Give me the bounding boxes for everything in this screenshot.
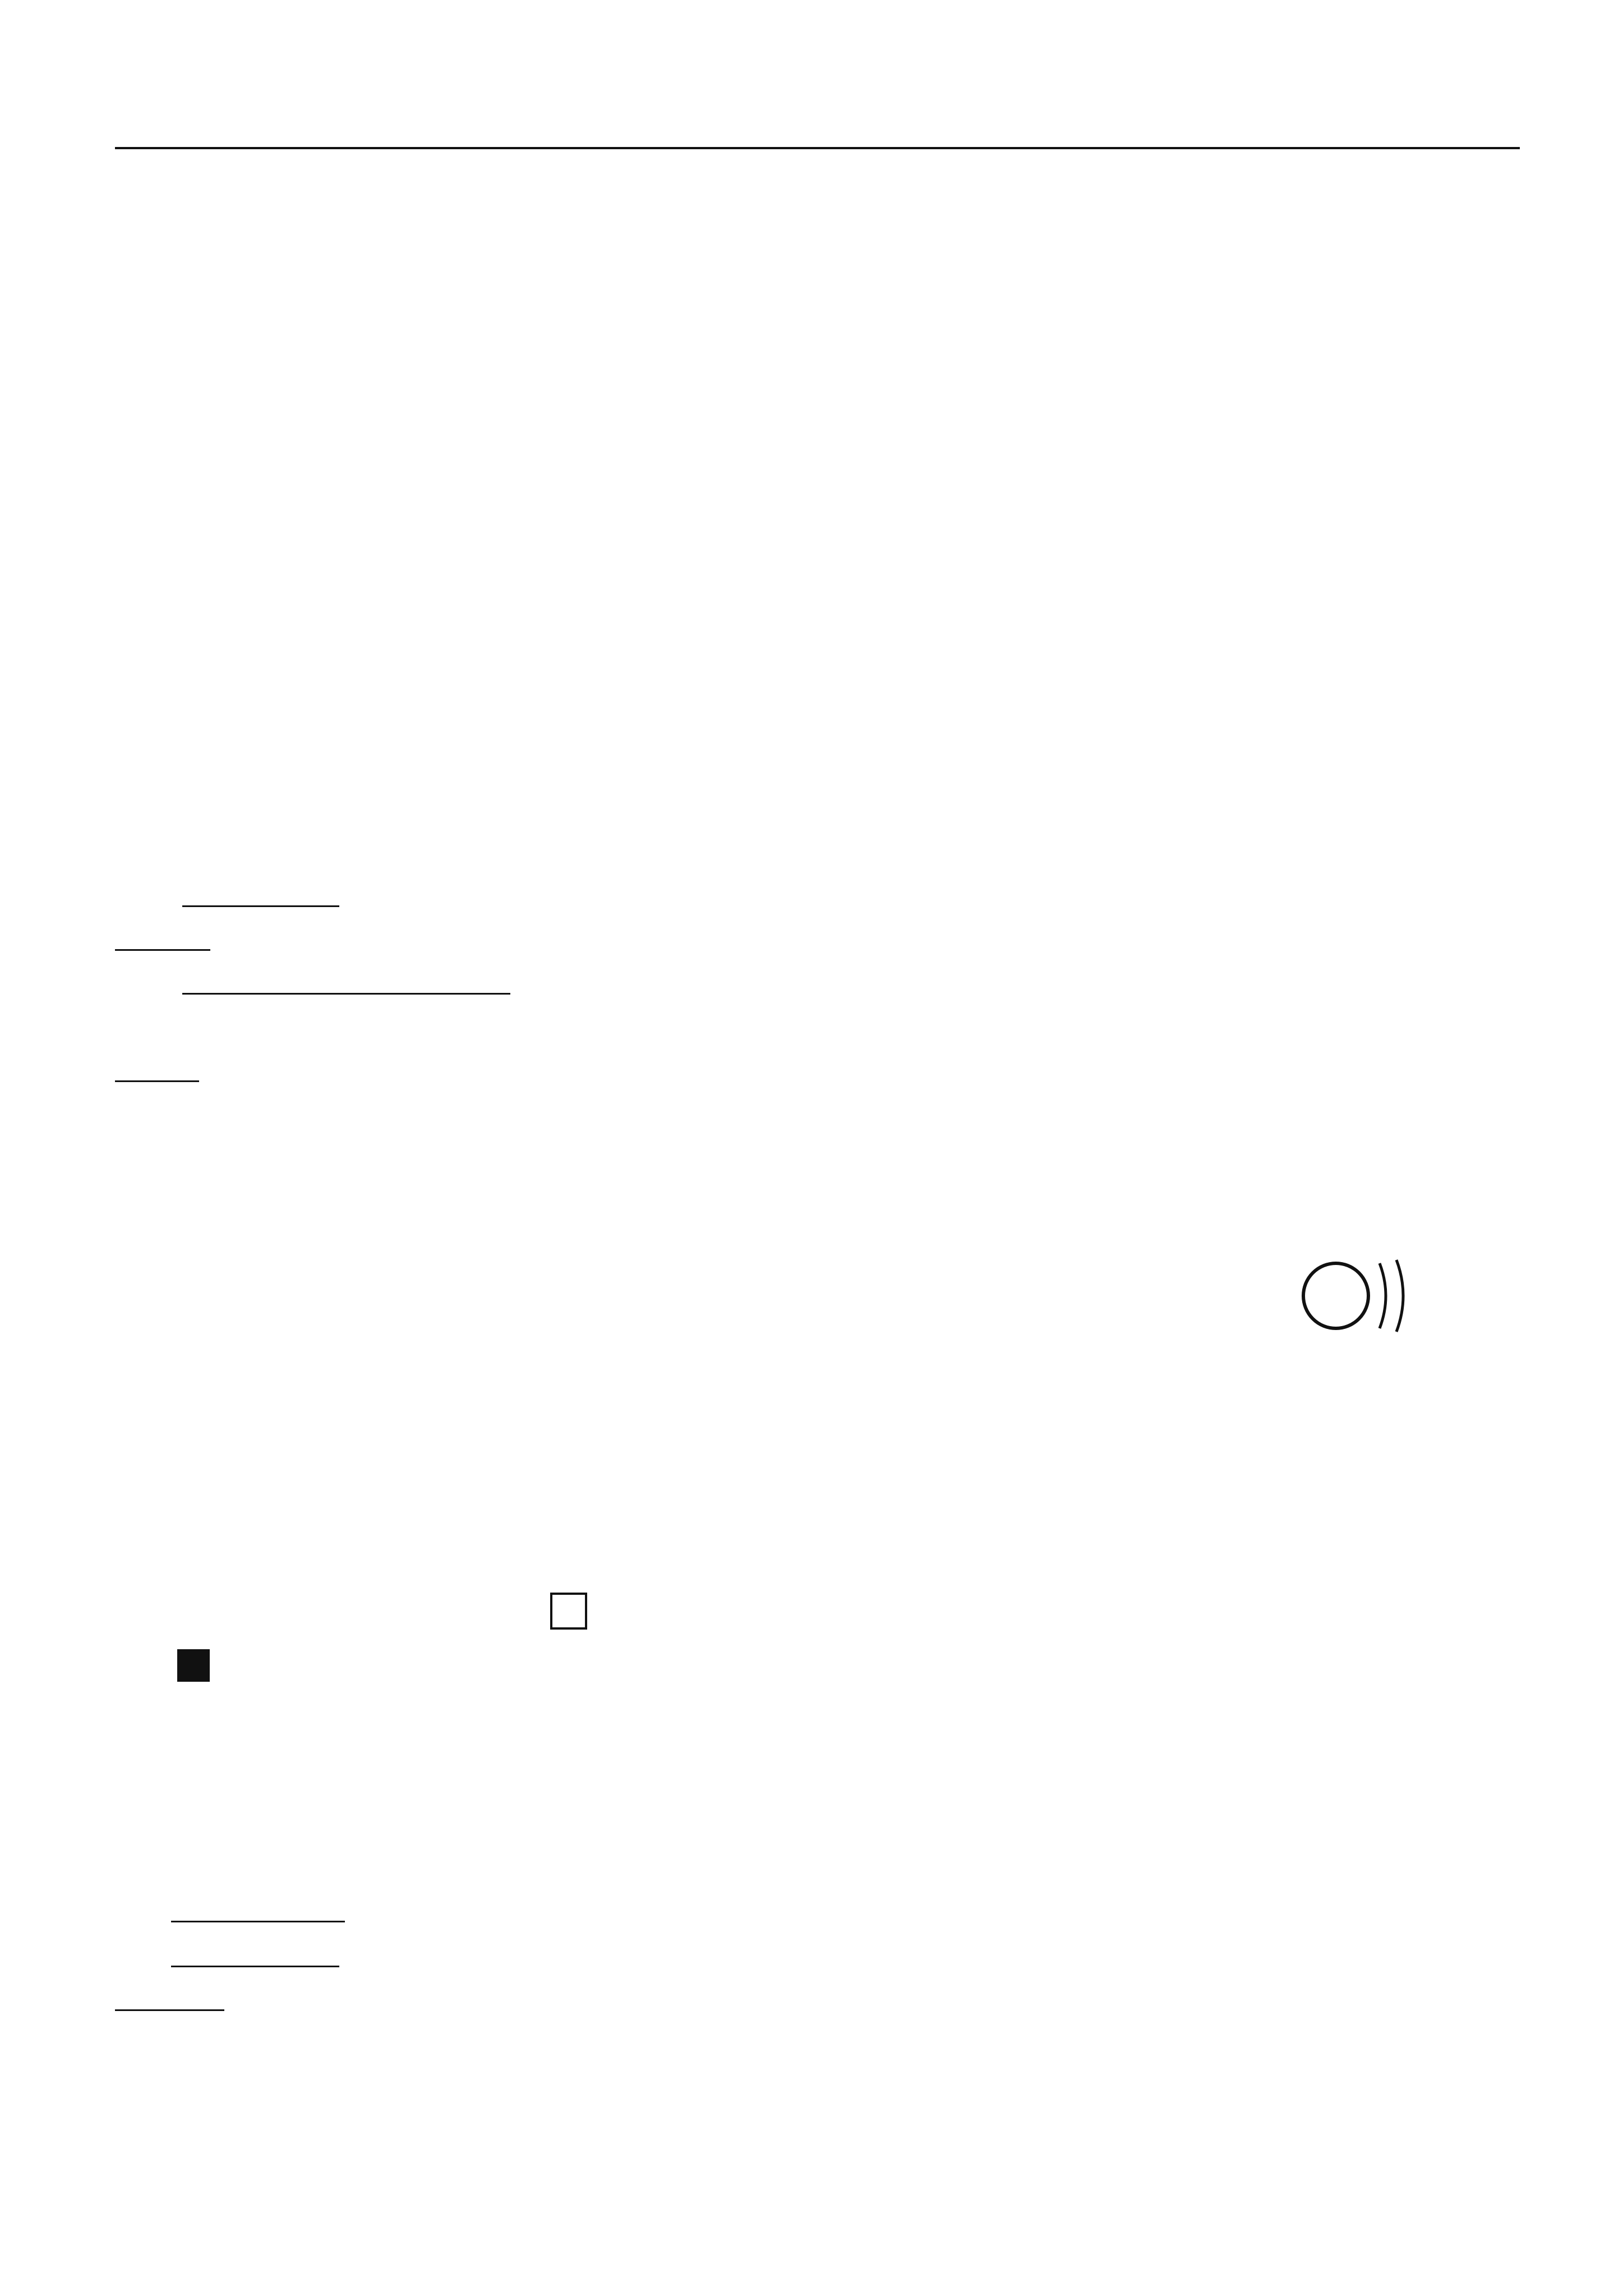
q3-part3-line2 (115, 1056, 199, 1090)
answer-blank[interactable] (171, 1896, 258, 1922)
q8-option-c (174, 1641, 210, 1682)
answer-blank[interactable] (115, 1985, 224, 2011)
answer-blank[interactable] (171, 1941, 255, 1967)
q3-part1-line1 (182, 881, 339, 915)
header-rule (115, 147, 1520, 149)
q3-part2 (182, 968, 510, 1002)
q8-option-b (547, 1592, 587, 1630)
answer-blank[interactable] (258, 1896, 345, 1922)
q9-part1 (171, 1896, 345, 1930)
q3-part1-line2 (115, 924, 210, 959)
answer-blank[interactable] (351, 968, 510, 995)
answer-blank[interactable] (244, 881, 339, 907)
answer-blank[interactable] (115, 924, 210, 951)
top-atom-diagrams (482, 174, 1211, 314)
answer-blank[interactable] (182, 968, 351, 995)
periodic-table-figure (353, 482, 1335, 813)
answer-blank[interactable] (115, 1056, 199, 1082)
filled-square-box (177, 1649, 210, 1682)
q9-particle-diagrams (202, 1750, 1155, 1885)
answer-blank[interactable] (182, 881, 244, 907)
q9-part2-line2 (115, 1985, 224, 2019)
answer-blank[interactable] (255, 1941, 339, 1967)
empty-square-box (550, 1593, 587, 1630)
q9-part2-line1 (171, 1941, 339, 1975)
q5-ion-diagram (1290, 1240, 1458, 1352)
